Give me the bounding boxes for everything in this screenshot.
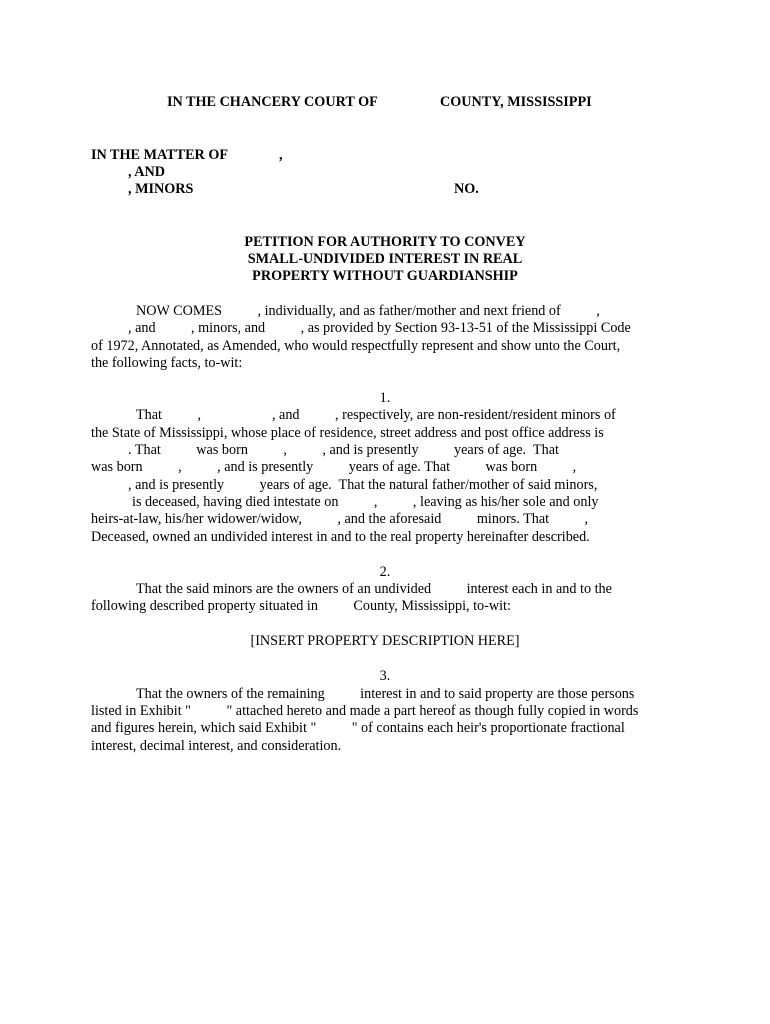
petition-title-line-2: SMALL-UNDIVIDED INTEREST IN REAL <box>247 251 523 267</box>
intro-line-3: of 1972, Annotated, as Amended, who would respectfully represent and show unto the Court, <box>91 338 621 354</box>
section-number-1: 1. <box>379 390 391 406</box>
caption-comma: , <box>279 147 283 163</box>
petition-title-line-1: PETITION FOR AUTHORITY TO CONVEY <box>244 234 526 250</box>
section-1-line-4: was born , , and is presently years of age. That was born , <box>91 459 577 475</box>
section-1-line-7: heirs-at-law, his/her widower/widow, , and the aforesaid minors. That , <box>91 511 589 527</box>
section-2-line-2: following described property situated in County, Mississippi, to-wit: <box>91 598 511 614</box>
court-heading-right: COUNTY, MISSISSIPPI <box>440 94 592 110</box>
caption-matter-of: IN THE MATTER OF <box>91 147 229 163</box>
caption-and: , AND <box>128 164 166 180</box>
section-number-3: 3. <box>379 668 391 684</box>
petition-title-line-3: PROPERTY WITHOUT GUARDIANSHIP <box>252 268 518 284</box>
section-3-line-4: interest, decimal interest, and consideration. <box>91 738 342 754</box>
intro-line-2: , and , minors, and , as provided by Section 93-13-51 of the Mississippi Code <box>128 320 631 336</box>
intro-line-4: the following facts, to-wit: <box>91 355 243 371</box>
section-2-line-1: That the said minors are the owners of an undivided interest each in and to the <box>136 581 612 597</box>
section-3-line-1: That the owners of the remaining interest in and to said property are those persons <box>136 686 635 702</box>
section-number-2: 2. <box>379 564 391 580</box>
section-1-line-3: . That was born , , and is presently years of age. That <box>128 442 559 458</box>
section-3-line-3: and figures herein, which said Exhibit " " of contains each heir's proportionate fractional <box>91 720 625 736</box>
caption-minors: , MINORS <box>128 181 194 197</box>
section-1-line-1: That , , and , respectively, are non-resident/resident minors of <box>136 407 616 423</box>
section-1-line-2: the State of Mississippi, whose place of residence, street address and post office address is <box>91 425 604 441</box>
section-3-line-2: listed in Exhibit " " attached hereto and made a part hereof as though fully copied in words <box>91 703 639 719</box>
court-heading-left: IN THE CHANCERY COURT OF <box>167 94 378 110</box>
section-1-line-8: Deceased, owned an undivided interest in and to the real property hereinafter described. <box>91 529 590 545</box>
intro-line-1: NOW COMES , individually, and as father/mother and next friend of , <box>136 303 600 319</box>
section-1-line-5: , and is presently years of age. That the natural father/mother of said minors, <box>128 477 598 493</box>
case-number-label: NO. <box>454 181 479 197</box>
section-1-line-6: is deceased, having died intestate on , , leaving as his/her sole and only <box>132 494 599 510</box>
property-description-placeholder: [INSERT PROPERTY DESCRIPTION HERE] <box>250 633 520 649</box>
